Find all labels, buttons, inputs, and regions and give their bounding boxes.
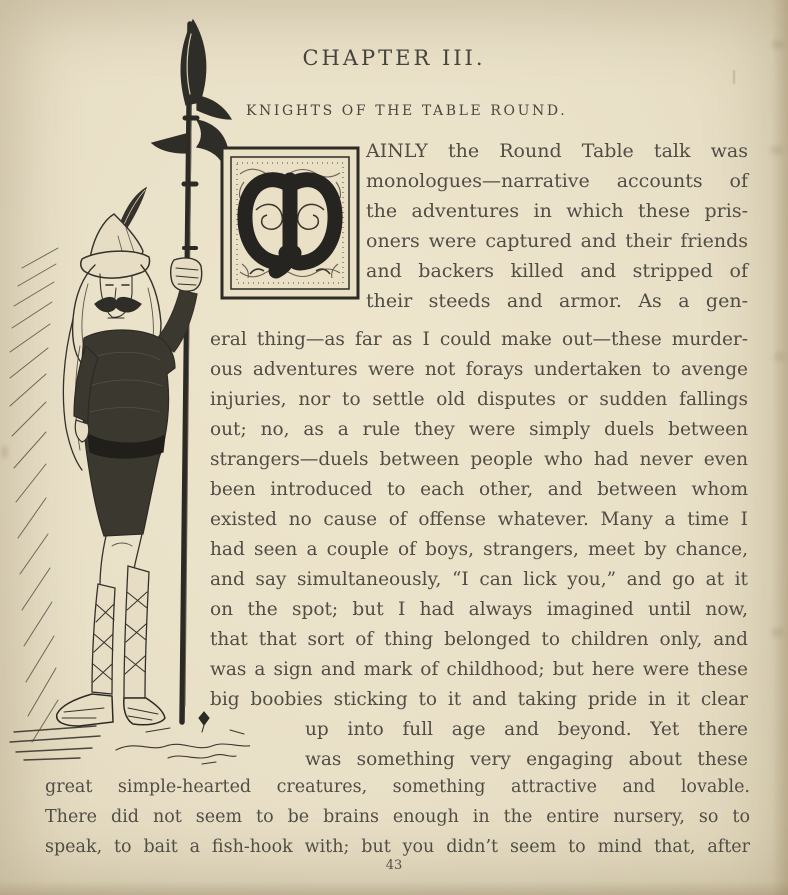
text-line: speak, to bait a fish-hook with; but you didn’t seem to mind that, after <box>45 837 750 857</box>
text-line: that that sort of thing belonged to children only, and <box>210 629 748 650</box>
page-number: 43 <box>385 858 403 873</box>
text-line: out; no, as a rule they were simply duels between <box>210 419 748 440</box>
text-line: great simple-hearted creatures, something attractive and lovable. <box>45 777 750 797</box>
paragraph-full-width <box>45 772 750 862</box>
paragraph-beside-dropcap <box>366 136 748 316</box>
text-line: big boobies sticking to it and taking pride in it clear <box>210 689 748 710</box>
text-line: ous adventures were not forays undertaken to avenge <box>210 359 748 380</box>
text-line: their steeds and armor. As a gen- <box>366 290 748 312</box>
paragraph-beside-illustration <box>210 325 748 715</box>
text-line: AINLY the Round Table talk was <box>366 140 748 162</box>
text-line: was something very engaging about these <box>305 749 748 770</box>
page-bottom-shading <box>0 881 788 895</box>
text-line: the adventures in which these pris- <box>366 200 748 222</box>
drop-cap-initial-M <box>220 146 360 300</box>
chapter-title: CHAPTER III. <box>302 46 486 70</box>
text-line: There did not seem to be brains enough in the entire nursery, so to <box>45 807 750 827</box>
ink-mark <box>2 446 7 458</box>
text-line: been introduced to each other, and between whom <box>210 479 748 500</box>
text-line: had seen a couple of boys, strangers, meet by chance, <box>210 539 748 560</box>
text-line: and backers killed and stripped of <box>366 260 748 282</box>
text-line: strangers—duels between people who had never even <box>210 449 748 470</box>
text-line: monologues—narrative accounts of <box>366 170 748 192</box>
text-line: existed no cause of offense whatever. Many a time I <box>210 509 748 530</box>
text-line: was a sign and mark of childhood; but here were these <box>210 659 748 680</box>
show-through-smudge <box>770 146 784 154</box>
text-line: on the spot; but I had always imagined until now, <box>210 599 748 620</box>
show-through-smudge <box>771 628 784 637</box>
text-line: injuries, nor to settle old disputes or sudden fallings <box>210 389 748 410</box>
text-line: up into full age and beyond. Yet there <box>305 719 748 740</box>
section-title: KNIGHTS OF THE TABLE ROUND. <box>246 103 568 119</box>
ink-mark <box>733 70 735 84</box>
text-line: eral thing—as far as I could make out—these murder- <box>210 329 748 350</box>
show-through-smudge <box>774 352 785 362</box>
paragraph-beside-signature <box>305 715 748 775</box>
page-edge-shading <box>772 0 788 895</box>
show-through-smudge <box>772 40 784 49</box>
text-line: oners were captured and their friends <box>366 230 748 252</box>
text-line: and say simultaneously, “I can lick you,” and go at it <box>210 569 748 590</box>
